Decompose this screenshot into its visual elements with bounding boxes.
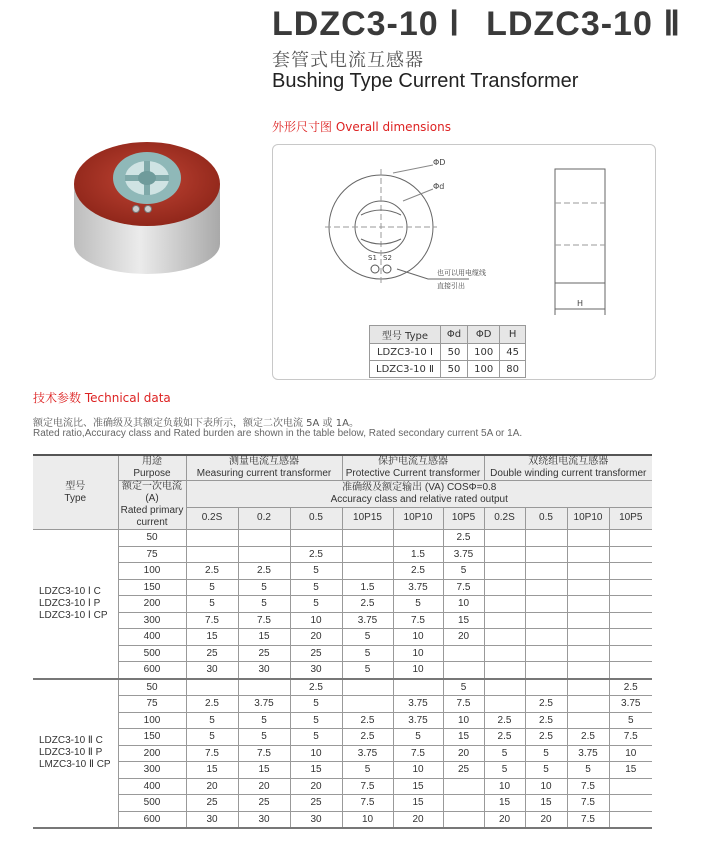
rated-output-cell: 10: [525, 778, 567, 795]
overall-dimensions-heading-cn: 外形尺寸图: [272, 120, 333, 134]
rated-output-cell: 5: [443, 679, 484, 696]
model-type-label: LDZC3-10 Ⅰ P: [39, 597, 101, 609]
rated-output-cell: [567, 563, 609, 580]
dim-cell: 100: [468, 361, 500, 378]
accuracy-class-header: 10P15: [342, 507, 393, 529]
rated-output-cell: [567, 596, 609, 613]
model-type-label: LDZC3-10 Ⅰ C: [39, 585, 101, 597]
rated-output-cell: [393, 679, 443, 696]
rated-output-cell: 20: [443, 745, 484, 762]
rated-output-cell: 5: [342, 662, 393, 679]
rated-output-cell: [525, 645, 567, 662]
rated-output-cell: 2.5: [525, 729, 567, 746]
table-row: [33, 662, 652, 679]
rated-output-cell: 5: [238, 579, 290, 596]
accuracy-class-header: 10P5: [609, 507, 652, 529]
rated-output-cell: 15: [238, 629, 290, 646]
rated-output-cell: 5: [186, 729, 238, 746]
model-type-cell: [33, 679, 118, 829]
table-row: [33, 762, 652, 779]
rated-output-cell: 30: [238, 811, 290, 828]
rated-output-cell: 7.5: [393, 612, 443, 629]
primary-current-cell: 400: [118, 778, 186, 795]
rated-output-cell: 7.5: [186, 745, 238, 762]
rated-output-cell: [484, 645, 525, 662]
rated-output-cell: 3.75: [393, 696, 443, 713]
rated-output-cell: 2.5: [290, 679, 342, 696]
rated-output-cell: 5: [393, 729, 443, 746]
rated-output-cell: 5: [393, 596, 443, 613]
protective-header: [342, 455, 484, 481]
rated-output-cell: [238, 546, 290, 563]
accuracy-class-header: 0.2: [238, 507, 290, 529]
rated-output-cell: 7.5: [609, 729, 652, 746]
product-photo: [62, 132, 232, 282]
technical-data-heading: [33, 389, 171, 406]
inner-diameter-label: Φd: [433, 182, 445, 191]
rated-output-cell: 3.75: [342, 745, 393, 762]
rated-output-cell: 5: [342, 629, 393, 646]
cable-note-line1: 也可以用电缆线: [437, 269, 486, 277]
rated-output-cell: 7.5: [567, 811, 609, 828]
technical-note-en: Rated ratio,Accuracy class and Rated burden are shown in the table below, Rated secondary current 5A or 1A.: [33, 428, 523, 439]
primary-current-cell: 50: [118, 679, 186, 696]
rated-output-cell: 2.5: [342, 729, 393, 746]
rated-output-cell: [609, 662, 652, 679]
technical-data-table: [33, 454, 652, 829]
rated-output-cell: 2.5: [393, 563, 443, 580]
dim-cell: LDZC3-10 Ⅱ: [370, 361, 441, 378]
rated-output-cell: [567, 629, 609, 646]
rated-output-cell: [609, 795, 652, 812]
rated-output-cell: 3.75: [567, 745, 609, 762]
rated-output-cell: 7.5: [567, 778, 609, 795]
rated-output-cell: 7.5: [238, 745, 290, 762]
rated-output-cell: [443, 662, 484, 679]
rated-output-cell: 15: [238, 762, 290, 779]
rated-output-cell: [609, 612, 652, 629]
accuracy-class-header: 0.5: [525, 507, 567, 529]
table-row: [33, 546, 652, 563]
rated-output-cell: [342, 679, 393, 696]
rated-output-cell: 25: [238, 795, 290, 812]
rated-output-cell: 10: [393, 662, 443, 679]
table-row: [370, 361, 526, 378]
rated-output-cell: 2.5: [525, 696, 567, 713]
rated-output-cell: [567, 612, 609, 629]
overall-dimensions-heading: [272, 118, 451, 135]
rated-output-cell: 3.75: [393, 579, 443, 596]
rated-output-cell: 5: [567, 762, 609, 779]
rated-output-cell: 2.5: [567, 729, 609, 746]
title-model-2: LDZC3-10 Ⅱ: [486, 5, 682, 43]
rated-output-cell: 7.5: [443, 579, 484, 596]
rated-output-cell: 5: [186, 712, 238, 729]
rated-output-cell: [484, 612, 525, 629]
rated-output-cell: 3.75: [393, 712, 443, 729]
rated-output-cell: 20: [186, 778, 238, 795]
rated-output-cell: 5: [290, 729, 342, 746]
rated-output-cell: [443, 778, 484, 795]
s1-label: S1: [368, 254, 377, 262]
accuracy-class-header: 10P10: [393, 507, 443, 529]
cable-note-line2: 直接引出: [437, 282, 465, 290]
rated-output-cell: 2.5: [609, 679, 652, 696]
rated-output-cell: 10: [484, 778, 525, 795]
rated-output-cell: 30: [290, 811, 342, 828]
primary-current-en2: current: [136, 517, 168, 528]
rated-output-cell: [290, 530, 342, 547]
rated-output-cell: [443, 795, 484, 812]
rated-output-cell: 15: [393, 778, 443, 795]
rated-output-cell: [609, 579, 652, 596]
accuracy-class-header: 0.5: [290, 507, 342, 529]
rated-output-cell: 30: [238, 662, 290, 679]
product-title-en: Bushing Type Current Transformer: [272, 70, 579, 92]
rated-output-cell: 20: [290, 629, 342, 646]
primary-current-unit: (A): [145, 493, 159, 504]
title-model-1: LDZC3-10 Ⅰ: [272, 5, 461, 43]
rated-output-cell: 25: [238, 645, 290, 662]
rated-output-cell: 1.5: [393, 546, 443, 563]
rated-output-cell: 20: [525, 811, 567, 828]
rated-output-cell: 5: [443, 563, 484, 580]
type-header-cn: 型号: [65, 480, 86, 492]
rated-output-cell: 10: [342, 811, 393, 828]
table-row: [33, 712, 652, 729]
rated-output-cell: 15: [525, 795, 567, 812]
rated-output-cell: [525, 679, 567, 696]
rated-output-cell: 5: [342, 762, 393, 779]
rated-output-cell: [342, 696, 393, 713]
rated-output-cell: 3.75: [609, 696, 652, 713]
rated-output-cell: 20: [443, 629, 484, 646]
rated-output-cell: [567, 662, 609, 679]
accuracy-header: [186, 481, 652, 508]
rated-output-cell: [567, 712, 609, 729]
accuracy-class-header: 10P10: [567, 507, 609, 529]
primary-current-cell: 150: [118, 579, 186, 596]
rated-output-cell: [238, 530, 290, 547]
rated-output-cell: 3.75: [342, 612, 393, 629]
technical-data-heading-cn: 技术参数: [33, 391, 82, 405]
rated-output-cell: 10: [609, 745, 652, 762]
rated-output-cell: 2.5: [290, 546, 342, 563]
double-winding-header: [484, 455, 652, 481]
rated-output-cell: 5: [290, 563, 342, 580]
primary-current-cell: 500: [118, 795, 186, 812]
rated-output-cell: 2.5: [525, 712, 567, 729]
rated-output-cell: 7.5: [342, 778, 393, 795]
rated-output-cell: 15: [443, 729, 484, 746]
rated-output-cell: 5: [484, 762, 525, 779]
dim-cell: LDZC3-10 Ⅰ: [370, 344, 441, 361]
rated-output-cell: 2.5: [186, 696, 238, 713]
product-title-cn: 套管式电流互感器: [272, 50, 424, 71]
primary-current-cell: 100: [118, 712, 186, 729]
primary-current-cell: 300: [118, 762, 186, 779]
rated-output-cell: 30: [290, 662, 342, 679]
rated-output-cell: 7.5: [186, 612, 238, 629]
rated-output-cell: 5: [238, 712, 290, 729]
rated-output-cell: [609, 811, 652, 828]
rated-output-cell: 7.5: [393, 745, 443, 762]
rated-output-cell: 10: [393, 629, 443, 646]
rated-output-cell: 15: [290, 762, 342, 779]
rated-output-cell: [525, 579, 567, 596]
rated-output-cell: [609, 563, 652, 580]
rated-output-cell: 20: [484, 811, 525, 828]
rated-output-cell: 2.5: [186, 563, 238, 580]
rated-output-cell: 15: [609, 762, 652, 779]
table-row: [33, 629, 652, 646]
rated-output-cell: 7.5: [567, 795, 609, 812]
dim-cell: 80: [500, 361, 526, 378]
accuracy-header-en: Accuracy class and relative rated output: [330, 493, 508, 505]
rated-output-cell: 5: [186, 579, 238, 596]
dim-header-inner-dia: Φd: [440, 326, 467, 344]
type-header: [33, 455, 118, 530]
rated-output-cell: 5: [186, 596, 238, 613]
rated-output-cell: 25: [290, 645, 342, 662]
primary-current-cell: 50: [118, 530, 186, 547]
primary-current-cell: 600: [118, 662, 186, 679]
rated-output-cell: [484, 629, 525, 646]
model-type-cell: [33, 530, 118, 679]
accuracy-class-header: 0.2S: [484, 507, 525, 529]
dim-cell: 50: [440, 344, 467, 361]
rated-output-cell: [567, 579, 609, 596]
rated-output-cell: 3.75: [443, 546, 484, 563]
table-row: [33, 579, 652, 596]
measuring-header-en: Measuring current transformer: [196, 468, 332, 479]
rated-output-cell: [609, 546, 652, 563]
rated-output-cell: 5: [525, 762, 567, 779]
primary-current-cell: 200: [118, 745, 186, 762]
rated-output-cell: 2.5: [443, 530, 484, 547]
primary-current-cell: 150: [118, 729, 186, 746]
overall-dimensions-heading-en: Overall dimensions: [335, 120, 451, 134]
table-row: [33, 612, 652, 629]
rated-output-cell: [443, 645, 484, 662]
dimension-drawing-panel: [272, 144, 656, 380]
table-row: [33, 679, 652, 696]
rated-output-cell: [484, 696, 525, 713]
rated-output-cell: 2.5: [342, 596, 393, 613]
rated-output-cell: 10: [443, 712, 484, 729]
table-row: [33, 696, 652, 713]
rated-output-cell: [443, 811, 484, 828]
primary-current-header: [118, 481, 186, 530]
table-row: [370, 344, 526, 361]
rated-output-cell: 15: [484, 795, 525, 812]
rated-output-cell: 5: [238, 729, 290, 746]
rated-output-cell: [525, 612, 567, 629]
double-winding-header-en: Double winding current transformer: [490, 468, 647, 479]
rated-output-cell: 10: [290, 612, 342, 629]
rated-output-cell: 25: [186, 795, 238, 812]
accuracy-header-cn: 准确级及额定输出 (VA) COSΦ=0.8: [342, 481, 497, 493]
rated-output-cell: 5: [342, 645, 393, 662]
rated-output-cell: 5: [525, 745, 567, 762]
measuring-header-cn: 测量电流互感器: [229, 456, 299, 467]
protective-header-en: Protective Current transformer: [345, 468, 481, 479]
primary-current-cell: 600: [118, 811, 186, 828]
measuring-header: [186, 455, 342, 481]
rated-output-cell: [525, 629, 567, 646]
rated-output-cell: [186, 679, 238, 696]
primary-current-cell: 75: [118, 546, 186, 563]
dim-cell: 50: [440, 361, 467, 378]
rated-output-cell: 2.5: [342, 712, 393, 729]
rated-output-cell: 5: [484, 745, 525, 762]
rated-output-cell: 20: [290, 778, 342, 795]
primary-current-cell: 300: [118, 612, 186, 629]
model-type-label: LDZC3-10 Ⅱ P: [39, 747, 103, 759]
rated-output-cell: 10: [393, 762, 443, 779]
rated-output-cell: 2.5: [238, 563, 290, 580]
accuracy-class-header: 10P5: [443, 507, 484, 529]
rated-output-cell: [567, 546, 609, 563]
rated-output-cell: [484, 596, 525, 613]
dim-header-type: 型号 Type: [370, 326, 441, 344]
purpose-header: [118, 455, 186, 481]
rated-output-cell: [525, 546, 567, 563]
rated-output-cell: 25: [443, 762, 484, 779]
rated-output-cell: [484, 679, 525, 696]
model-type-label: LDZC3-10 Ⅱ C: [39, 735, 103, 747]
dimensions-table: [369, 325, 526, 378]
rated-output-cell: 10: [443, 596, 484, 613]
table-row: [33, 563, 652, 580]
model-type-label: LMZC3-10 Ⅱ CP: [39, 759, 111, 771]
rated-output-cell: 7.5: [443, 696, 484, 713]
rated-output-cell: 20: [238, 778, 290, 795]
table-row: [33, 745, 652, 762]
rated-output-cell: 15: [393, 795, 443, 812]
protective-header-cn: 保护电流互感器: [378, 456, 448, 467]
double-winding-header-cn: 双绕组电流互感器: [528, 456, 609, 467]
rated-output-cell: 7.5: [342, 795, 393, 812]
rated-output-cell: 5: [290, 712, 342, 729]
rated-output-cell: 10: [290, 745, 342, 762]
rated-output-cell: 25: [186, 645, 238, 662]
table-row: [33, 811, 652, 828]
product-title: [272, 4, 681, 44]
primary-current-cell: 200: [118, 596, 186, 613]
table-row: [33, 645, 652, 662]
rated-output-cell: [609, 629, 652, 646]
rated-output-cell: 20: [393, 811, 443, 828]
primary-current-cell: 400: [118, 629, 186, 646]
table-row: [33, 596, 652, 613]
table-row: [33, 729, 652, 746]
rated-output-cell: [342, 546, 393, 563]
rated-output-cell: [342, 563, 393, 580]
rated-output-cell: [609, 778, 652, 795]
rated-output-cell: 15: [186, 762, 238, 779]
rated-output-cell: 30: [186, 811, 238, 828]
rated-output-cell: 3.75: [238, 696, 290, 713]
rated-output-cell: [525, 530, 567, 547]
dimensions-table-header: [370, 326, 526, 344]
table-row: [33, 530, 652, 547]
rated-output-cell: [567, 696, 609, 713]
outer-diameter-label: ΦD: [433, 158, 446, 167]
rated-output-cell: [186, 530, 238, 547]
rated-output-cell: 5: [609, 712, 652, 729]
rated-output-cell: 2.5: [484, 729, 525, 746]
rated-output-cell: [609, 596, 652, 613]
rated-output-cell: 1.5: [342, 579, 393, 596]
technical-data-heading-en: Technical data: [84, 391, 171, 405]
rated-output-cell: 30: [186, 662, 238, 679]
rated-output-cell: [567, 679, 609, 696]
rated-output-cell: [484, 530, 525, 547]
rated-output-cell: [609, 530, 652, 547]
primary-current-en1: Rated primary: [120, 505, 184, 516]
rated-output-cell: 10: [393, 645, 443, 662]
rated-output-cell: [567, 645, 609, 662]
dim-cell: 100: [468, 344, 500, 361]
dim-header-outer-dia: ΦD: [468, 326, 500, 344]
purpose-header-en: Purpose: [133, 468, 171, 479]
rated-output-cell: [525, 662, 567, 679]
technical-note-cn: 额定电流比、准确级及其额定负载如下表所示，额定二次电流 5A 或 1A。: [33, 418, 359, 429]
rated-output-cell: 25: [290, 795, 342, 812]
rated-output-cell: 5: [290, 696, 342, 713]
primary-current-cell: 500: [118, 645, 186, 662]
rated-output-cell: [393, 530, 443, 547]
primary-current-cell: 75: [118, 696, 186, 713]
rated-output-cell: [484, 579, 525, 596]
table-row: [33, 778, 652, 795]
rated-output-cell: 5: [238, 596, 290, 613]
rated-output-cell: [525, 596, 567, 613]
type-header-en: Type: [64, 492, 87, 504]
rated-output-cell: [484, 546, 525, 563]
rated-output-cell: 5: [290, 596, 342, 613]
rated-output-cell: [186, 546, 238, 563]
rated-output-cell: 7.5: [238, 612, 290, 629]
height-label: H: [577, 299, 584, 308]
rated-output-cell: 5: [290, 579, 342, 596]
rated-output-cell: 15: [186, 629, 238, 646]
accuracy-class-header: 0.2S: [186, 507, 238, 529]
rated-output-cell: [484, 662, 525, 679]
dim-cell: 45: [500, 344, 526, 361]
model-type-label: LDZC3-10 Ⅰ CP: [39, 609, 108, 621]
rated-output-cell: 15: [443, 612, 484, 629]
rated-output-cell: [525, 563, 567, 580]
primary-current-cell: 100: [118, 563, 186, 580]
dim-header-height: H: [500, 326, 526, 344]
rated-output-cell: [567, 530, 609, 547]
rated-output-cell: [609, 645, 652, 662]
rated-output-cell: 2.5: [484, 712, 525, 729]
rated-output-cell: [342, 530, 393, 547]
s2-label: S2: [383, 254, 392, 262]
purpose-header-cn: 用途: [142, 456, 162, 467]
rated-output-cell: [238, 679, 290, 696]
primary-current-cn: 额定一次电流: [122, 481, 182, 492]
rated-output-cell: [484, 563, 525, 580]
table-row: [33, 795, 652, 812]
